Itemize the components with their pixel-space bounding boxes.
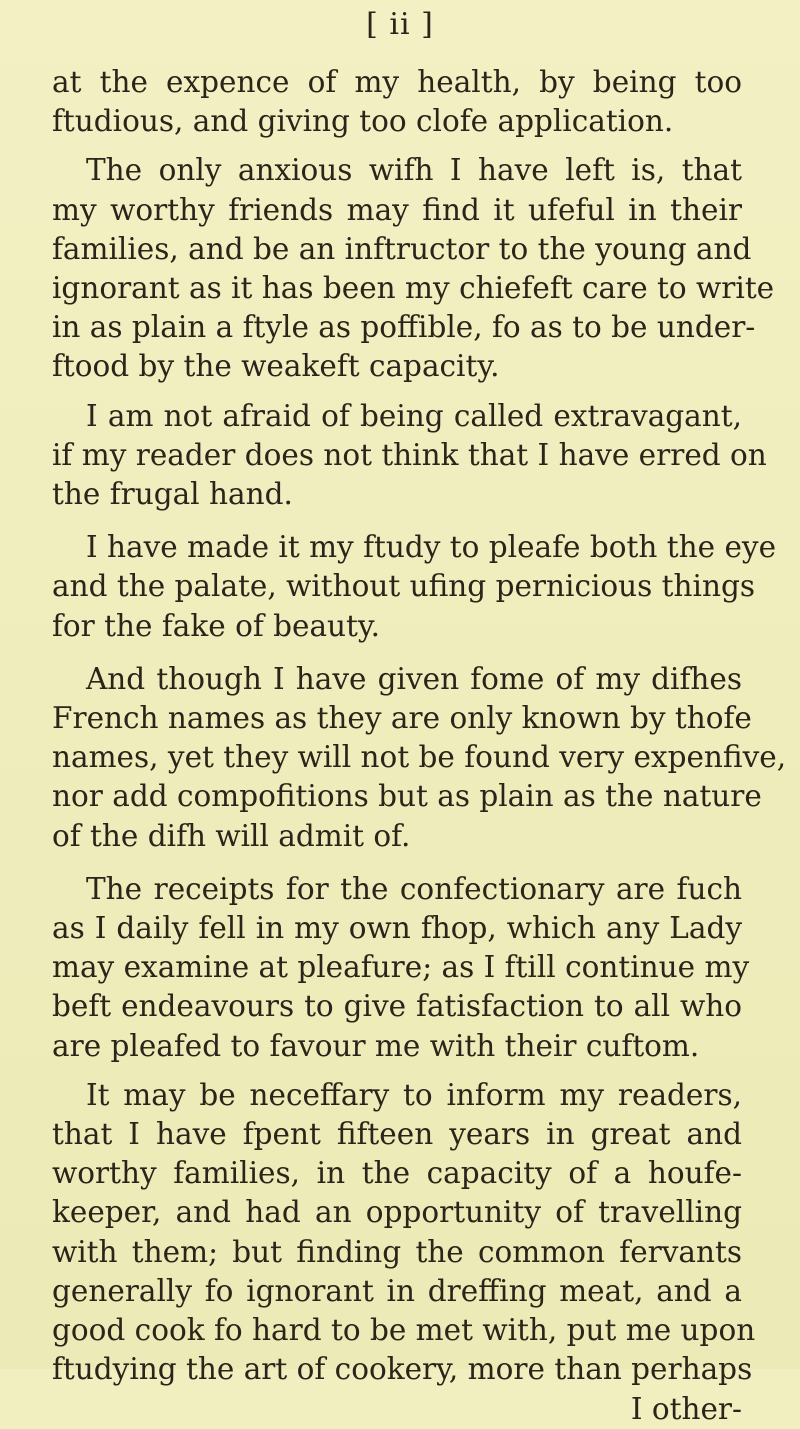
body-text bbox=[52, 63, 787, 1429]
text-line: may examine at pleafure; as I ftill continue my bbox=[52, 950, 750, 985]
text-line: as I daily fell in my own fhop, which any Lady bbox=[52, 911, 742, 946]
text-line: generally fo ignorant in dreffing meat, and a bbox=[52, 1273, 742, 1308]
text-line: French names as they are only known by thofe bbox=[52, 701, 752, 736]
text-line: families, and be an inftructor to the young and bbox=[52, 231, 752, 266]
text-line: at the expence of my health, by being too bbox=[52, 65, 742, 99]
paragraph-1 bbox=[52, 63, 742, 141]
text-line: that I have fpent fifteen years in great and bbox=[52, 1117, 742, 1152]
text-line: keeper, and had an opportunity of travelling bbox=[52, 1195, 742, 1230]
text-line: The receipts for the confectionary are fuch bbox=[86, 871, 742, 906]
paragraph-6 bbox=[52, 870, 750, 1066]
text-line: names, yet they will not be found very expenfive, bbox=[52, 740, 787, 775]
text-line: And though I have given fome of my difhes bbox=[86, 661, 742, 696]
text-line: worthy families, in the capacity of a houfe- bbox=[52, 1156, 742, 1191]
catchword-line: I other- bbox=[630, 1391, 742, 1426]
text-line: in as plain a ftyle as poffible, fo as to be under- bbox=[52, 310, 756, 345]
text-line: the frugal hand. bbox=[52, 477, 293, 512]
text-line: of the difh will admit of. bbox=[52, 818, 411, 853]
text-line: ignorant as it has been my chiefeft care to write bbox=[52, 271, 775, 306]
text-line: ftood by the weakeft capacity. bbox=[52, 349, 500, 384]
text-line: It may be neceffary to inform my readers, bbox=[86, 1077, 742, 1112]
paragraph-4 bbox=[52, 528, 777, 646]
text-line: my worthy friends may find it ufeful in their bbox=[52, 192, 742, 227]
text-line: ftudious, and giving too clofe application. bbox=[52, 104, 674, 139]
text-line: I have made it my ftudy to pleafe both the eye bbox=[86, 530, 777, 565]
paragraph-2 bbox=[52, 151, 775, 386]
text-line: I am not afraid of being called extravagant, bbox=[86, 398, 742, 433]
paragraph-3 bbox=[52, 397, 767, 515]
text-line: for the fake of beauty. bbox=[52, 608, 381, 643]
text-line: nor add compofitions but as plain as the nature bbox=[52, 779, 762, 814]
text-line: are pleafed to favour me with their cuftom. bbox=[52, 1028, 700, 1063]
text-line: and the palate, without ufing pernicious things bbox=[52, 569, 755, 604]
text-line: beft endeavours to give fatisfaction to all who bbox=[52, 989, 742, 1024]
paragraph-5 bbox=[52, 660, 787, 856]
text-line: The only anxious wifh I have left is, that bbox=[86, 153, 742, 188]
text-line: with them; but finding the common fervants bbox=[52, 1234, 742, 1269]
paragraph-7 bbox=[52, 1076, 756, 1429]
text-line: if my reader does not think that I have erred on bbox=[52, 437, 767, 472]
text-line: good cook fo hard to be met with, put me upon bbox=[52, 1313, 756, 1348]
page-number: [ ii ] bbox=[366, 7, 434, 42]
text-line: ftudying the art of cookery, more than perhaps bbox=[52, 1352, 753, 1387]
